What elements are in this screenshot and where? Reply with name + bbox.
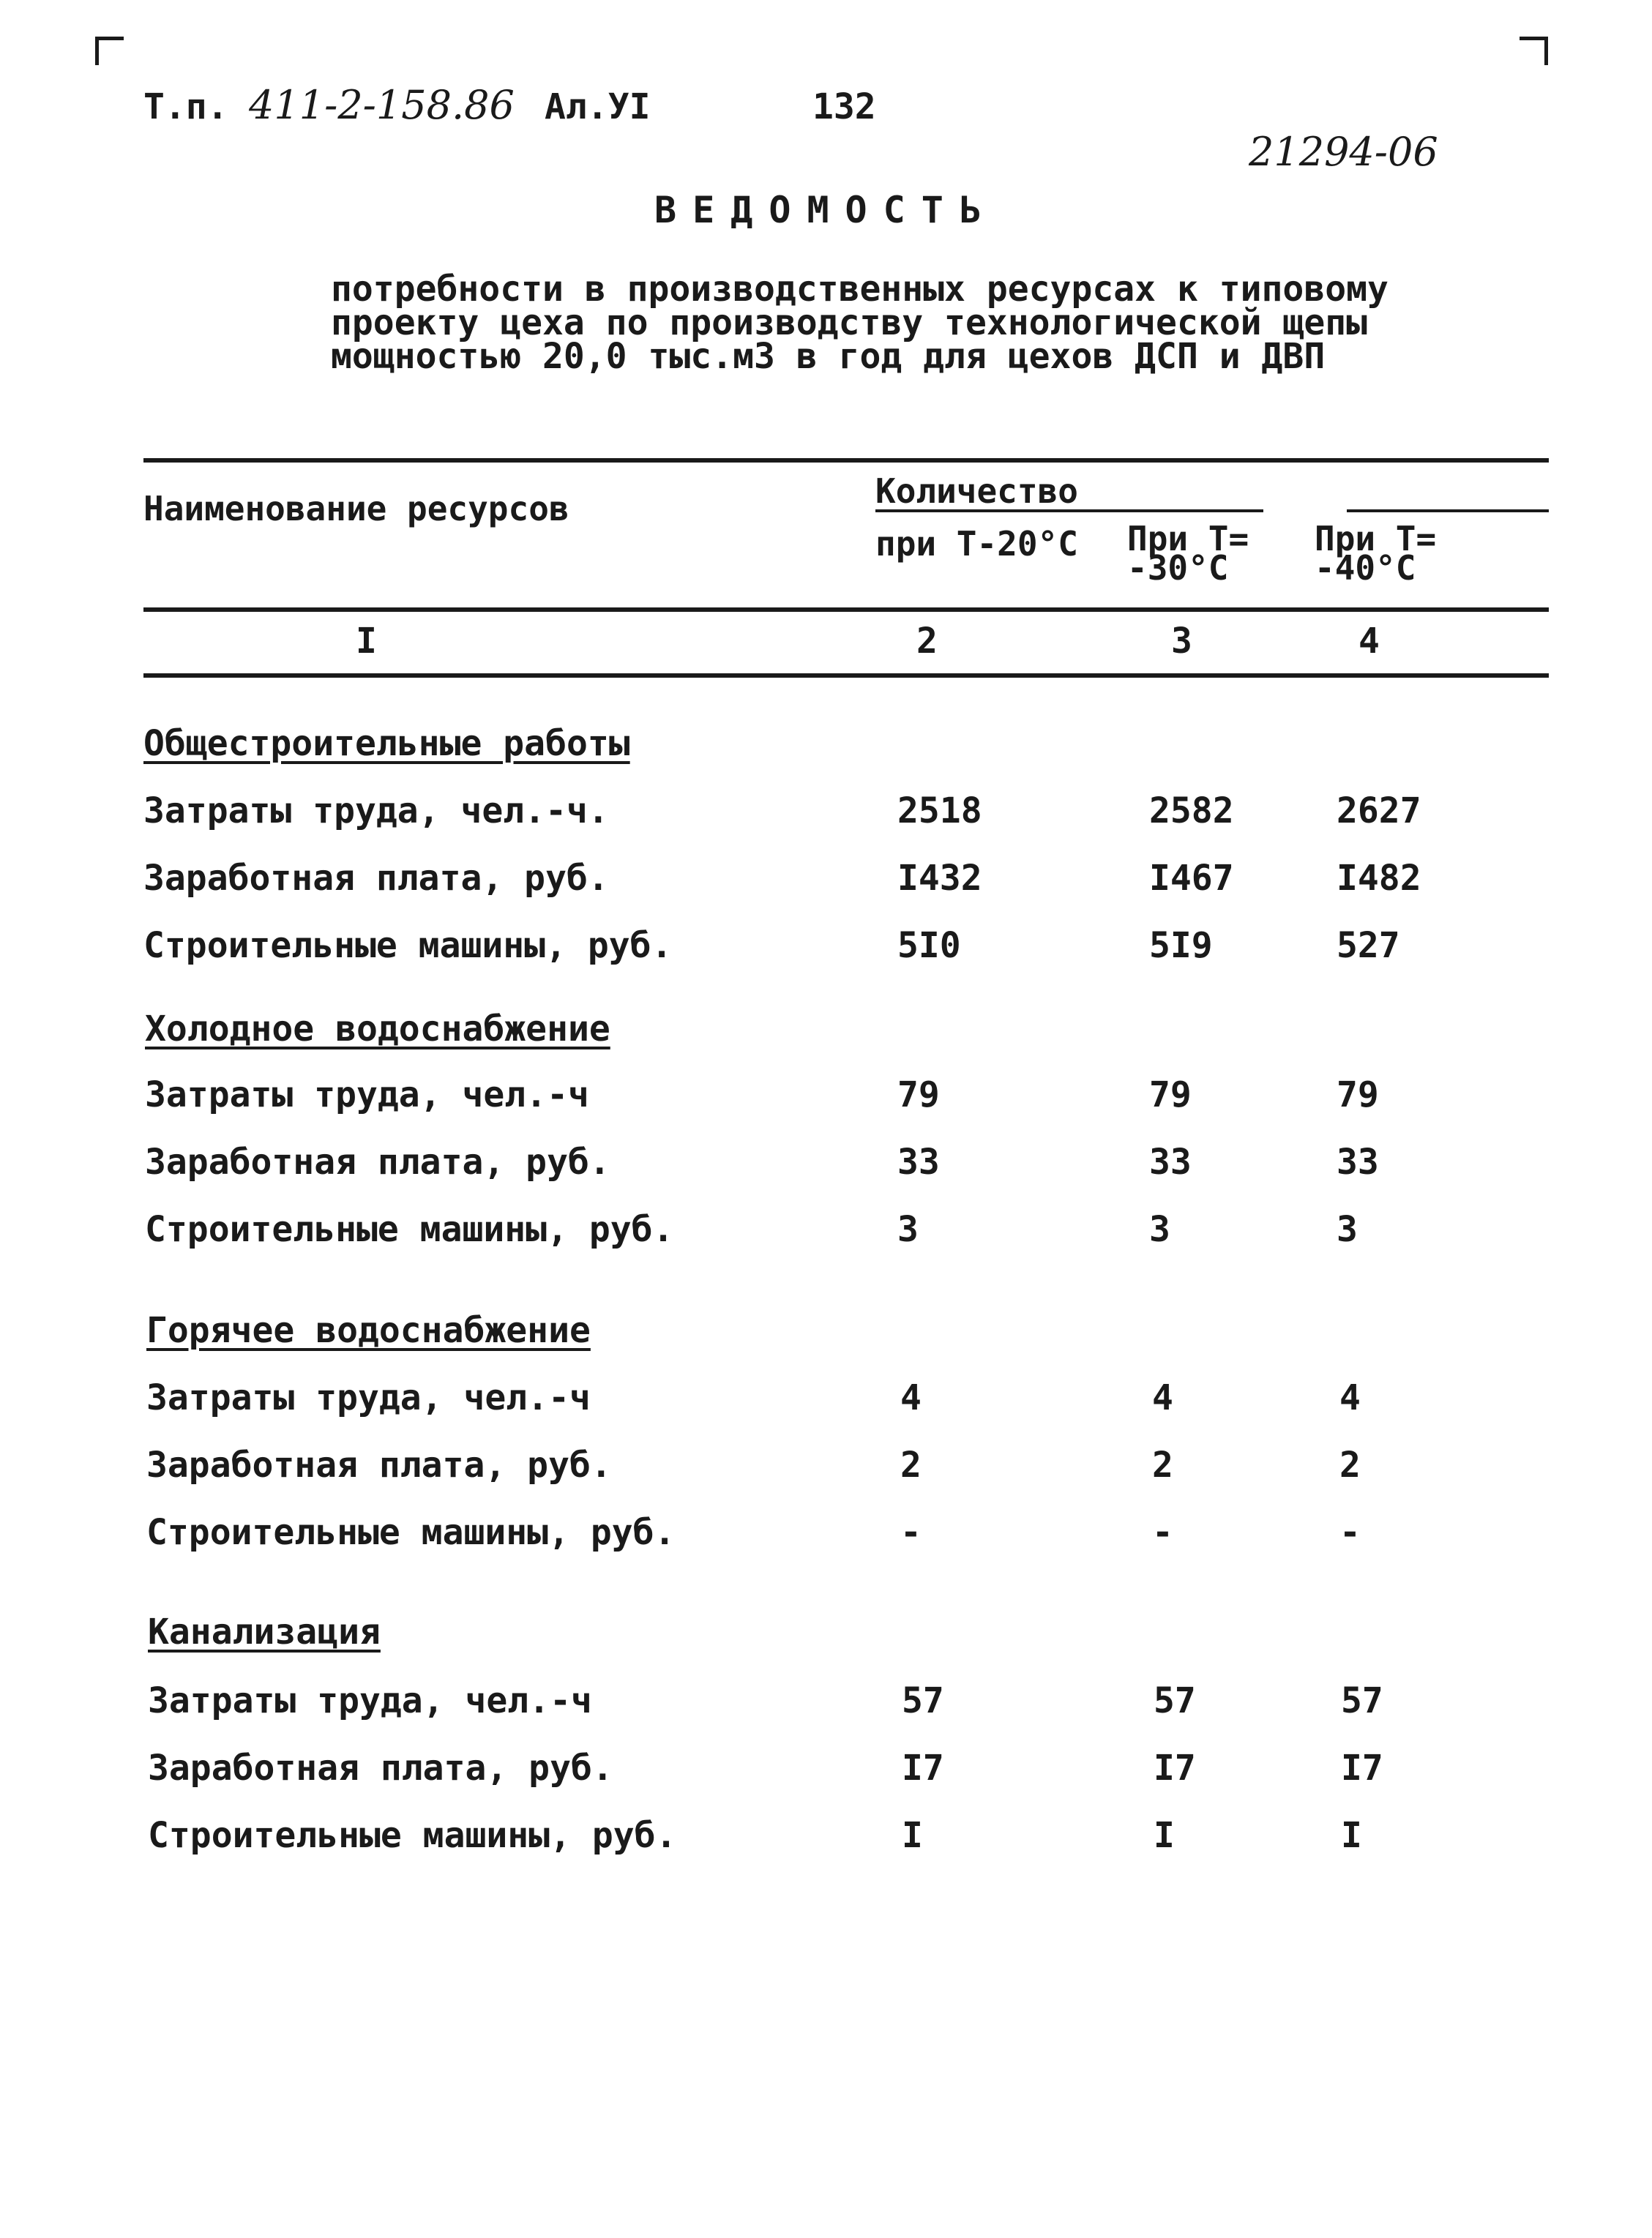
cell-value: 57 (902, 1680, 944, 1721)
archive-number: 21294-06 (1249, 129, 1438, 175)
section-title-general-construction: Общестроительные работы (143, 723, 630, 764)
cell-value: I482 (1337, 858, 1421, 899)
col-header-quantity: Количество (875, 471, 1078, 511)
cell-value: I7 (1154, 1748, 1196, 1789)
table-top-rule (143, 458, 1549, 463)
cell-value: 33 (1337, 1142, 1379, 1183)
col-header-t30-line2: -30°С (1127, 548, 1229, 588)
album-number: Ал.УI (545, 86, 651, 127)
col-header-t40 (1315, 519, 1437, 588)
cell-value: 4 (1152, 1377, 1173, 1418)
col-header-t40-line1: При Т= (1315, 519, 1437, 558)
row-label: Затраты труда, чел.-ч (146, 1377, 591, 1418)
document-title: ВЕДОМОСТЬ (654, 189, 998, 231)
cell-value: I (902, 1815, 923, 1856)
row-label: Заработная плата, руб. (146, 1445, 612, 1486)
subtitle-line-3: мощностью 20,0 тыс.м3 в год для цехов ДСП и ДВП (331, 336, 1326, 377)
corner-mark-top-left (95, 37, 124, 65)
cell-value: 57 (1154, 1680, 1196, 1721)
row-label: Затраты труда, чел.-ч (148, 1680, 592, 1721)
quantity-underline (875, 509, 1263, 512)
cell-value: 79 (897, 1074, 940, 1115)
row-label: Строительные машины, руб. (146, 1512, 676, 1553)
row-label: Затраты труда, чел.-ч. (143, 790, 609, 831)
section-title-sewerage: Канализация (148, 1612, 381, 1653)
cell-value: 2582 (1149, 790, 1234, 831)
header-bottom-rule (143, 607, 1549, 612)
cell-value: 4 (900, 1377, 922, 1418)
doc-ref-prefix: Т.п. (143, 86, 228, 127)
cell-value: 5I9 (1149, 925, 1213, 966)
col-number-2: 2 (916, 621, 938, 662)
cell-value: 33 (1149, 1142, 1192, 1183)
cell-value: I432 (897, 858, 982, 899)
cell-value: - (1339, 1512, 1361, 1553)
cell-value: 57 (1341, 1680, 1383, 1721)
cell-value: 2627 (1337, 790, 1421, 831)
cell-value: 79 (1149, 1074, 1192, 1115)
row-label: Строительные машины, руб. (148, 1815, 677, 1856)
row-label: Заработная плата, руб. (145, 1142, 610, 1183)
corner-mark-top-right (1520, 37, 1548, 65)
cell-value: 3 (1337, 1209, 1358, 1250)
document-subtitle (331, 269, 1388, 377)
cell-value: 2 (900, 1445, 922, 1486)
cell-value: 3 (897, 1209, 919, 1250)
row-label: Строительные машины, руб. (143, 925, 673, 966)
cell-value: I7 (1341, 1748, 1383, 1789)
cell-value: - (1152, 1512, 1173, 1553)
col-header-resource-name: Наименование ресурсов (143, 489, 569, 528)
col-header-t40-line2: -40°С (1315, 548, 1416, 588)
quantity-underline-right (1347, 509, 1549, 512)
section-title-hot-water: Горячее водоснабжение (146, 1310, 591, 1351)
cell-value: 5I0 (897, 925, 961, 966)
col-number-3: 3 (1171, 621, 1192, 662)
doc-ref-handwritten: 411-2-158.86 (249, 82, 515, 128)
cell-value: 2 (1339, 1445, 1361, 1486)
subtitle-line-1: потребности в производственных ресурсах к типовому (331, 269, 1388, 310)
col-number-4: 4 (1358, 621, 1380, 662)
cell-value: 2518 (897, 790, 982, 831)
numbers-bottom-rule (143, 673, 1549, 678)
col-header-t20: при Т-20°С (875, 524, 1078, 564)
cell-value: I7 (902, 1748, 944, 1789)
cell-value: I (1341, 1815, 1362, 1856)
cell-value: I467 (1149, 858, 1234, 899)
col-header-t30 (1127, 519, 1249, 588)
section-title-cold-water: Холодное водоснабжение (145, 1008, 610, 1049)
cell-value: 527 (1337, 925, 1400, 966)
row-label: Затраты труда, чел.-ч (145, 1074, 589, 1115)
cell-value: 3 (1149, 1209, 1170, 1250)
row-label: Строительные машины, руб. (145, 1209, 674, 1250)
cell-value: 79 (1337, 1074, 1379, 1115)
cell-value: 4 (1339, 1377, 1361, 1418)
row-label: Заработная плата, руб. (148, 1748, 613, 1789)
col-header-t30-line1: При Т= (1127, 519, 1249, 558)
cell-value: I (1154, 1815, 1175, 1856)
subtitle-line-2: проекту цеха по производству технологической щепы (331, 302, 1368, 343)
cell-value: - (900, 1512, 922, 1553)
page-number: 132 (812, 86, 876, 127)
row-label: Заработная плата, руб. (143, 858, 609, 899)
col-number-1: I (356, 621, 377, 662)
cell-value: 33 (897, 1142, 940, 1183)
cell-value: 2 (1152, 1445, 1173, 1486)
